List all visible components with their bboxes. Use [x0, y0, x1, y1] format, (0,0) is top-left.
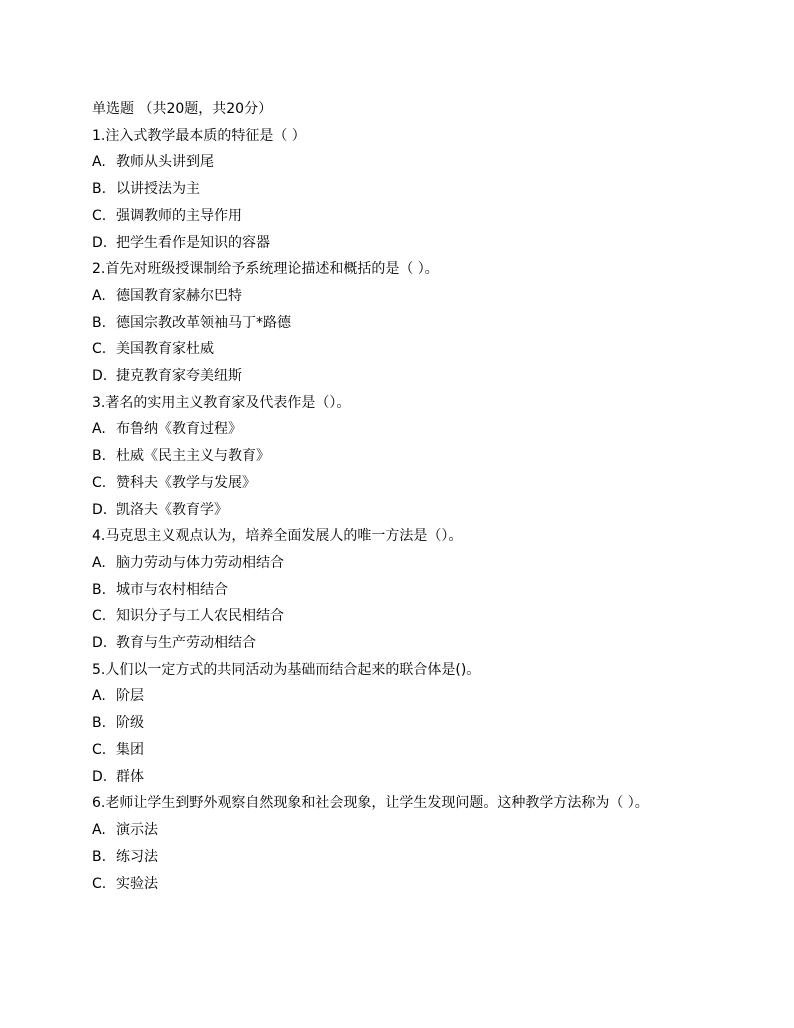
option-c — [92, 603, 704, 630]
option-letter: B. — [92, 181, 107, 198]
option-letter: C. — [92, 474, 107, 491]
option-text: 教师从头讲到尾 — [116, 154, 214, 171]
question-stem: 6.老师让学生到野外观察自然现象和社会现象，让学生发现问题。这种教学方法称为（ ）。 — [92, 795, 649, 812]
option-d — [92, 764, 704, 791]
option-c — [92, 871, 704, 898]
option-letter: B. — [92, 314, 107, 331]
option-text: 布鲁纳《教育过程》 — [116, 421, 242, 438]
option-text: 强调教师的主导作用 — [116, 207, 242, 224]
option-text: 美国教育家杜威 — [116, 341, 214, 358]
question-4 — [92, 523, 704, 657]
question-2 — [92, 256, 704, 390]
question-stem: 1.注入式教学最本质的特征是（ ） — [92, 127, 306, 144]
question-stem: 3.著名的实用主义教育家及代表作是（）。 — [92, 394, 351, 411]
option-text: 城市与农村相结合 — [116, 581, 228, 598]
option-a — [92, 817, 704, 844]
option-d — [92, 363, 704, 390]
option-letter: A. — [92, 287, 106, 304]
option-d — [92, 497, 704, 524]
option-text: 德国宗教改革领袖马丁*路德 — [116, 314, 291, 331]
question-6 — [92, 790, 704, 897]
option-letter: C. — [92, 608, 107, 625]
option-letter: C. — [92, 741, 107, 758]
option-letter: C. — [92, 207, 107, 224]
option-c — [92, 737, 704, 764]
option-b — [92, 176, 704, 203]
option-text: 德国教育家赫尔巴特 — [116, 287, 242, 304]
question-stem: 2.首先对班级授课制给予系统理论描述和概括的是（ ）。 — [92, 261, 439, 278]
option-text: 赞科夫《教学与发展》 — [116, 474, 256, 491]
option-b — [92, 310, 704, 337]
option-text: 杜威《民主主义与教育》 — [116, 448, 270, 465]
question-1 — [92, 123, 704, 257]
option-text: 教育与生产劳动相结合 — [116, 635, 256, 652]
option-b — [92, 844, 704, 871]
option-d — [92, 230, 704, 257]
option-text: 群体 — [116, 768, 144, 785]
option-text: 实验法 — [116, 875, 158, 892]
exam-document — [92, 96, 704, 897]
question-stem: 4.马克思主义观点认为，培养全面发展人的唯一方法是（）。 — [92, 528, 463, 545]
option-letter: A. — [92, 421, 106, 438]
option-a — [92, 149, 704, 176]
option-d — [92, 630, 704, 657]
option-text: 知识分子与工人农民相结合 — [116, 608, 284, 625]
option-letter: B. — [92, 715, 107, 732]
option-letter: D. — [92, 768, 108, 785]
option-letter: B. — [92, 848, 107, 865]
option-letter: B. — [92, 581, 107, 598]
option-c — [92, 470, 704, 497]
question-5 — [92, 657, 704, 791]
option-text: 捷克教育家夸美纽斯 — [116, 368, 242, 385]
option-letter: D. — [92, 234, 108, 251]
option-text: 脑力劳动与体力劳动相结合 — [116, 554, 284, 571]
option-letter: D. — [92, 501, 108, 518]
option-a — [92, 283, 704, 310]
option-letter: D. — [92, 368, 108, 385]
option-letter: A. — [92, 822, 106, 839]
option-letter: A. — [92, 154, 106, 171]
option-a — [92, 416, 704, 443]
option-a — [92, 550, 704, 577]
option-letter: C. — [92, 341, 107, 358]
option-text: 练习法 — [116, 848, 158, 865]
option-text: 把学生看作是知识的容器 — [116, 234, 270, 251]
option-text: 阶层 — [116, 688, 144, 705]
option-a — [92, 683, 704, 710]
section-header: 单选题 （共20题，共20分） — [92, 101, 273, 117]
option-text: 阶级 — [116, 715, 144, 732]
option-c — [92, 336, 704, 363]
question-stem: 5.人们以一定方式的共同活动为基础而结合起来的联合体是()。 — [92, 661, 481, 678]
option-letter: B. — [92, 448, 107, 465]
option-letter: A. — [92, 688, 106, 705]
question-3 — [92, 390, 704, 524]
option-b — [92, 710, 704, 737]
option-text: 以讲授法为主 — [116, 181, 200, 198]
option-c — [92, 203, 704, 230]
option-text: 集团 — [116, 741, 144, 758]
option-letter: C. — [92, 875, 107, 892]
option-b — [92, 577, 704, 604]
option-letter: A. — [92, 554, 106, 571]
option-text: 凯洛夫《教育学》 — [116, 501, 228, 518]
option-letter: D. — [92, 635, 108, 652]
option-text: 演示法 — [116, 822, 158, 839]
option-b — [92, 443, 704, 470]
